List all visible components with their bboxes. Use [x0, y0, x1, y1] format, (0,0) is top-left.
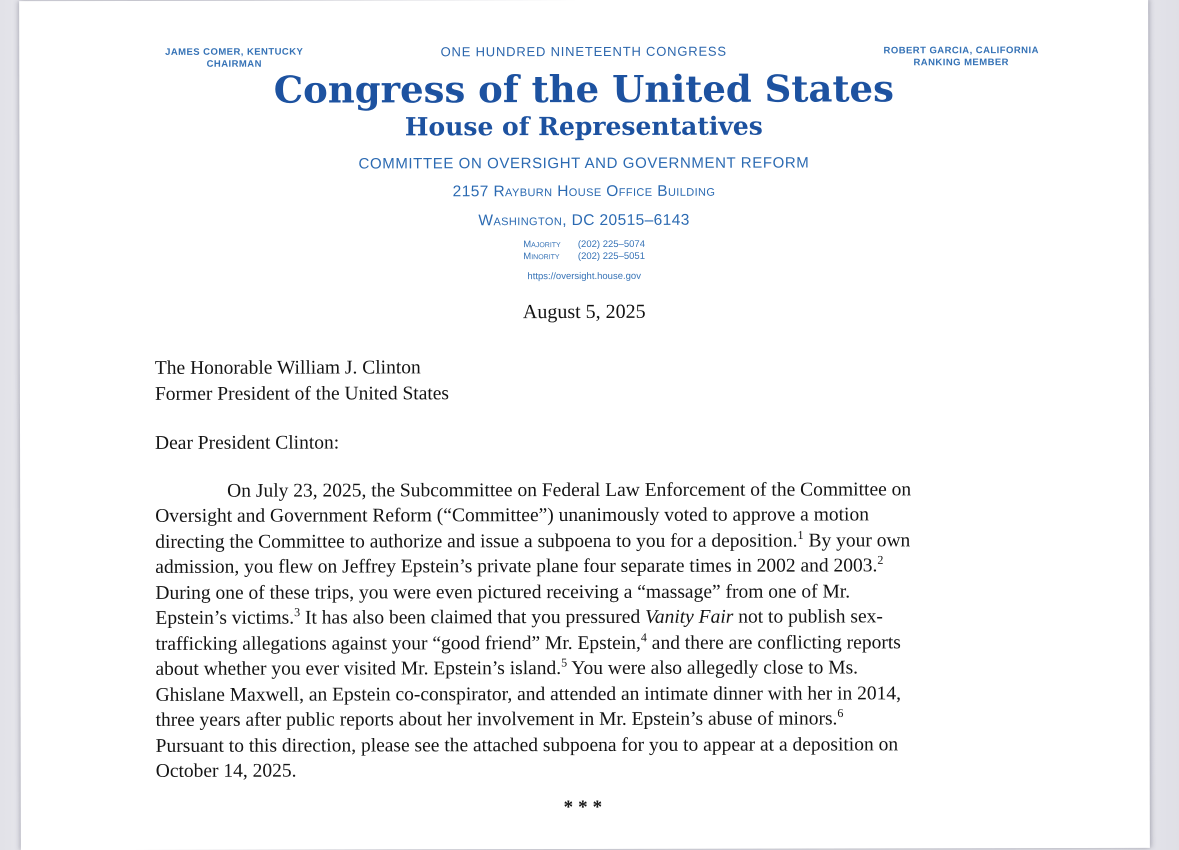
body-line: On July 23, 2025, the Subcommittee on Federal Law Enforcement of the Committee on — [227, 478, 912, 502]
body-line: Epstein’s victims.$^3$ It has also been claimed that you pressured Vanity Fair not to publish sex- — [155, 605, 883, 629]
salutation: Dear President Clinton: — [155, 432, 340, 454]
chairman-block — [109, 46, 359, 71]
footer-separator: *** — [563, 796, 608, 818]
letterhead — [19, 0, 1149, 283]
body-line: October 14, 2025. — [155, 760, 297, 782]
recipient-block — [155, 353, 1149, 407]
congress-title: Congress of the United States — [273, 66, 894, 112]
ranking-member-name: ROBERT GARCIA, CALIFORNIA — [883, 45, 1039, 57]
chairman-name: JAMES COMER, KENTUCKY — [165, 46, 304, 58]
letter-body — [155, 477, 1036, 785]
majority-phone-row — [523, 239, 645, 251]
committee-address: 2157 Rayburn House Office Building — [452, 182, 716, 201]
recipient-name: The Honorable William J. Clinton — [154, 356, 421, 379]
letter-date: August 5, 2025 — [522, 300, 646, 323]
body-line: Ghislane Maxwell, an Epstein co-conspirator, and attended an intimate dinner with her in 2014, — [155, 682, 902, 706]
committee-name: COMMITTEE ON OVERSIGHT AND GOVERNMENT REFORM — [358, 154, 810, 173]
body-line: Pursuant to this direction, please see the attached subpoena for you to appear at a deposition on — [155, 733, 899, 757]
house-title: House of Representatives — [404, 111, 763, 142]
majority-label: Majority — [523, 239, 561, 251]
body-line: three years after public reports about her involvement in Mr. Epstein’s abuse of minors.$^6$ — [155, 705, 844, 731]
minority-label: Minority — [523, 250, 560, 262]
body-line: about whether you ever visited Mr. Epstein’s island.$^5$ You were also allegedly close to Ms. — [155, 655, 859, 680]
body-line: admission, you flew on Jeffrey Epstein’s private plane four separate times in 2002 and 2003.$^2$ — [155, 552, 884, 578]
body-line: During one of these trips, you were even pictured receiving a “massage” from one of Mr. — [155, 580, 851, 604]
body-line: Oversight and Government Reform (“Committee”) unanimously voted to approve a motion — [155, 504, 869, 527]
body-line: directing the Committee to authorize and issue a subpoena to you for a deposition.$^1$ By your own — [155, 527, 911, 553]
body-line: trafficking allegations against your “good friend” Mr. Epstein,$^4$ and there are conflicting reports — [155, 629, 901, 655]
phone-block — [523, 239, 645, 262]
recipient-title: Former President of the United States — [154, 382, 450, 405]
minority-phone: (202) 225–5051 — [577, 250, 646, 262]
chairman-title: CHAIRMAN — [206, 58, 262, 70]
ranking-member-block — [836, 45, 1086, 70]
website-url: https://oversight.house.gov — [527, 270, 641, 282]
majority-phone: (202) 225–5074 — [577, 238, 645, 251]
minority-phone-row — [523, 250, 645, 262]
congress-session-line: ONE HUNDRED NINETEENTH CONGRESS — [440, 43, 727, 60]
letter-page — [19, 0, 1150, 850]
ranking-member-title: RANKING MEMBER — [913, 57, 1010, 69]
committee-city: Washington, DC 20515–6143 — [478, 211, 690, 230]
